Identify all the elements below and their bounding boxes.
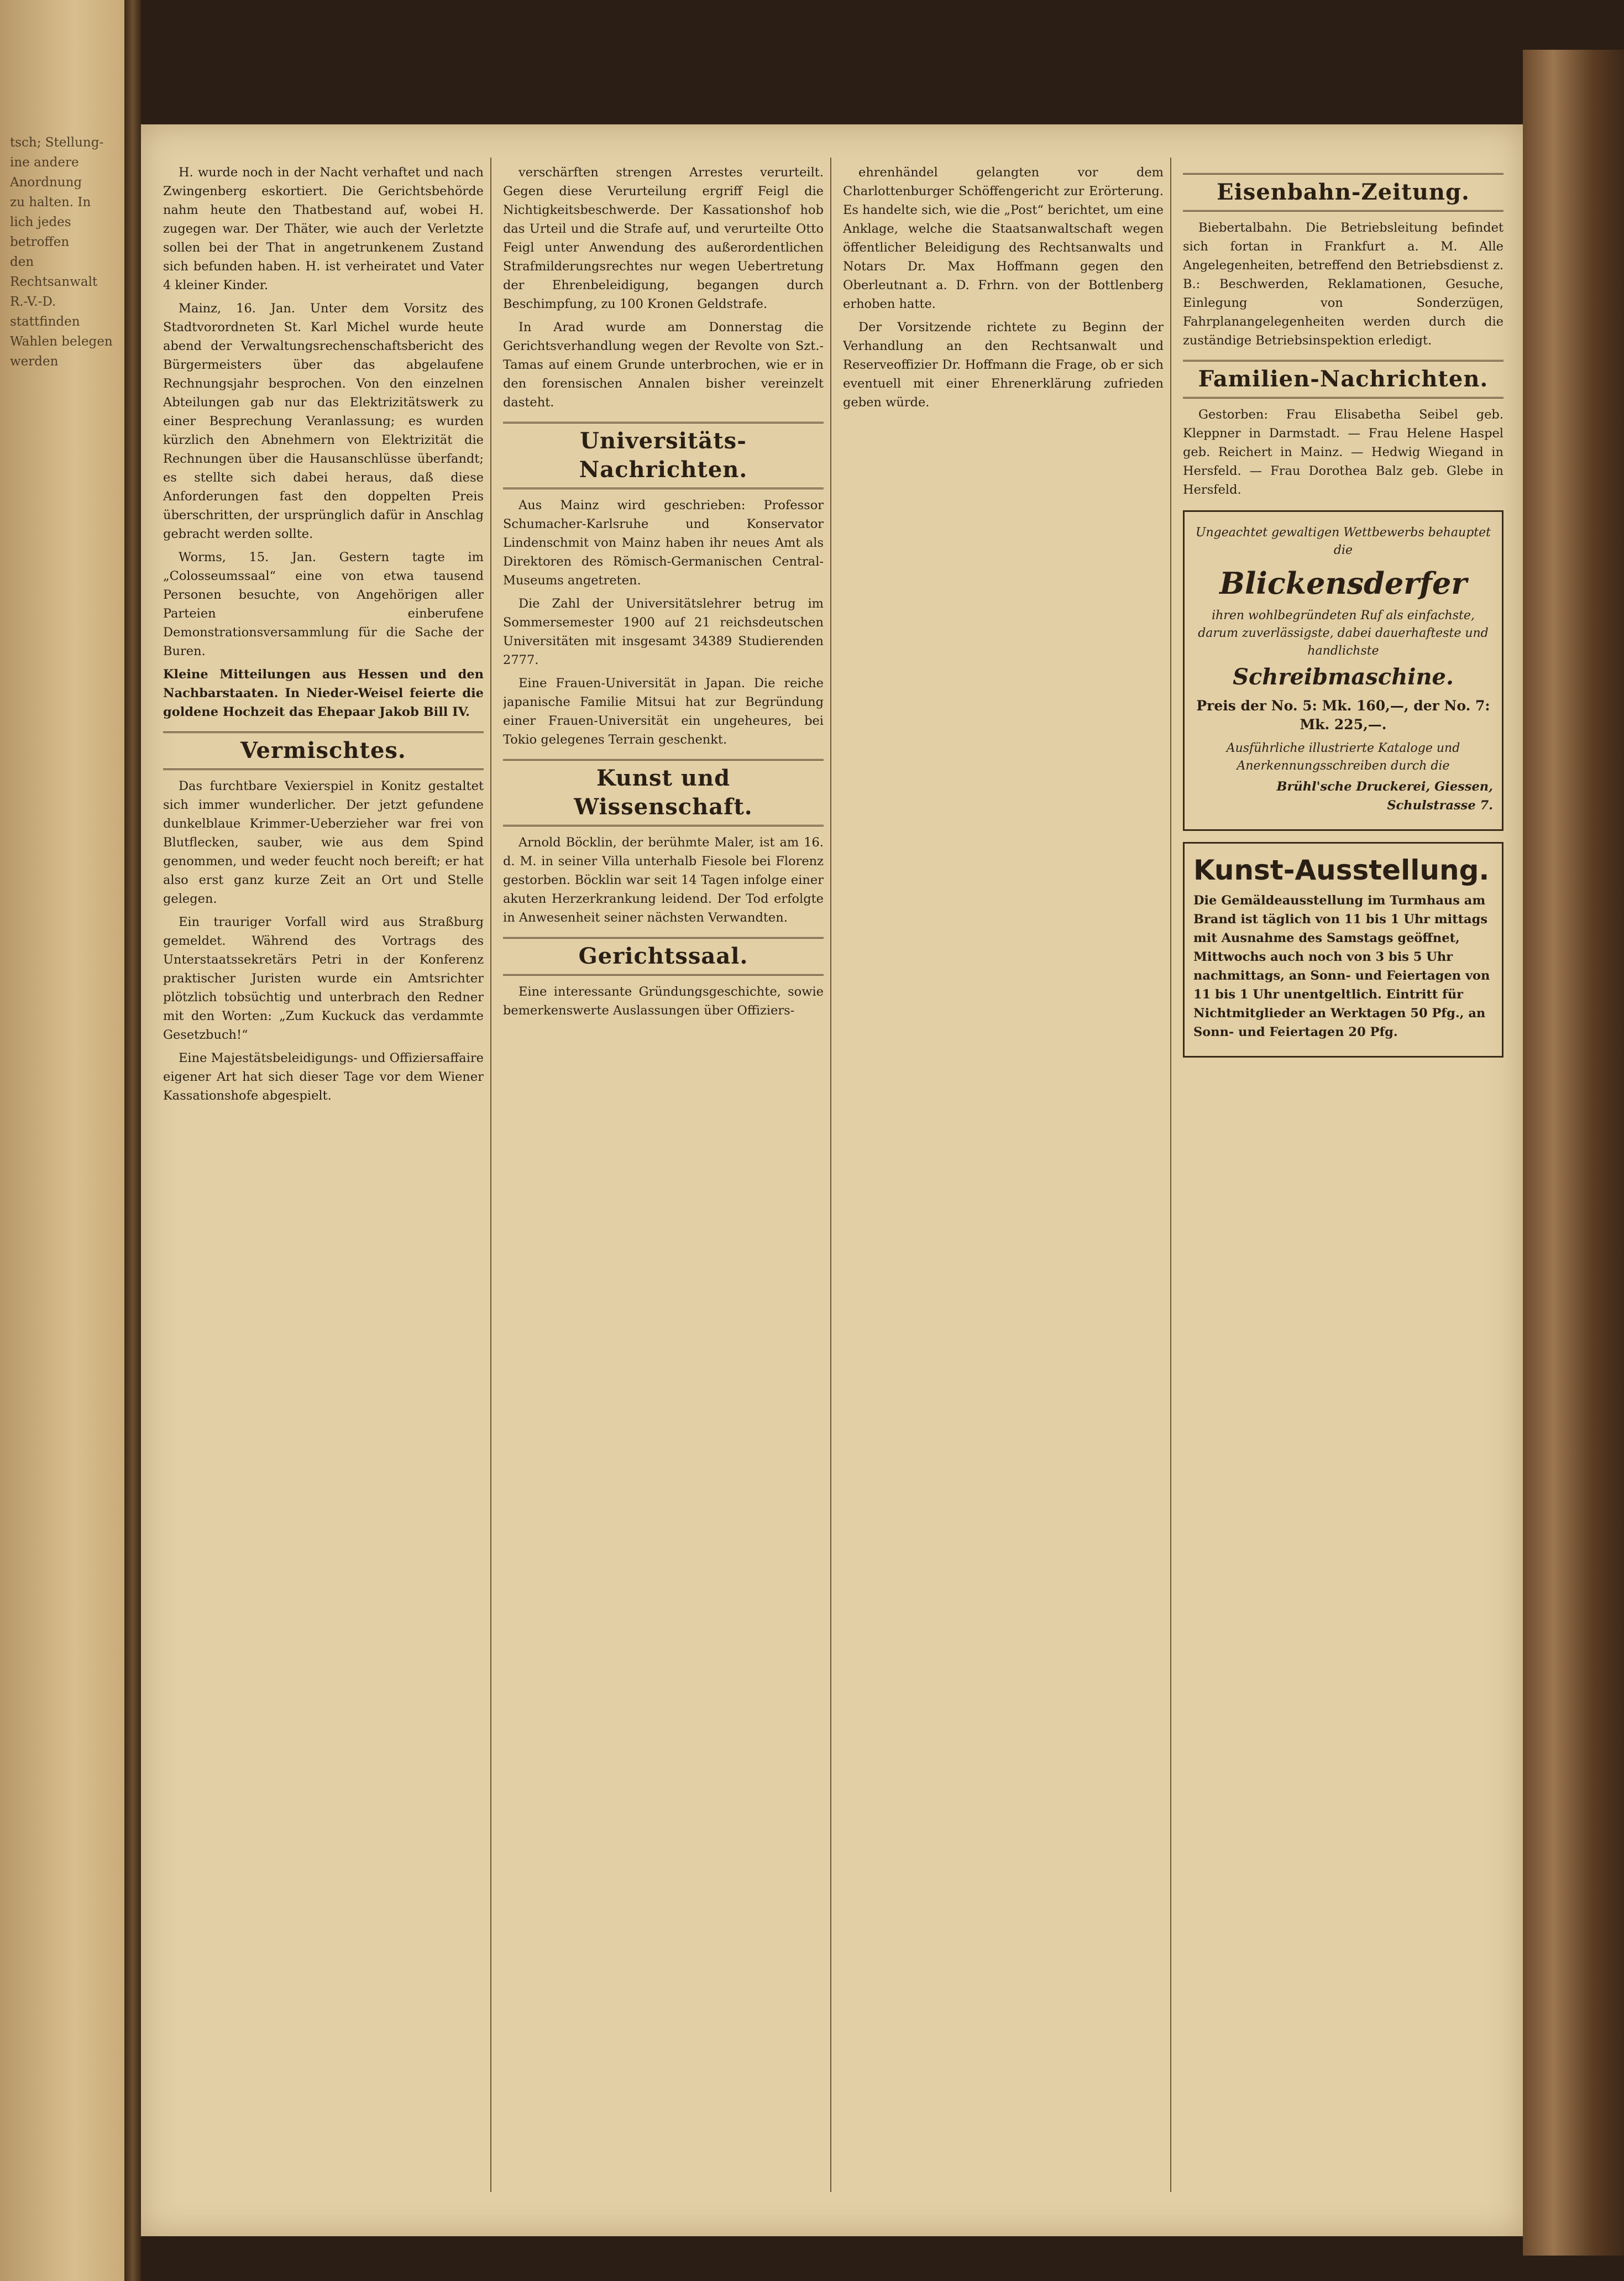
section-heading-eisenbahn: Eisenbahn-Zeitung. [1183,173,1503,212]
article-paragraph: Worms, 15. Jan. Gestern tagte im „Colosseumssaal“ eine von etwa tausend Personen besuchte, von Angehörigen aller Parteien einberufene Demonstrationsversammlung für die Sache der Buren. [163,550,484,658]
book-gutter [124,0,141,2281]
article-paragraph: verschärften strengen Arrestes verurteilt. Gegen diese Verurteilung ergriff Feigl die Nichtigkeitsbeschwerde. Der Kassationshof hob das Urteil und die Strafe auf, und verurteilte Otto Feigl unter Anwendung des außerordentlichen Strafmilderungsrechtes nur wegen Uebertretung der Ehrenbeleidigung, begangen durch Beschimpfung, zu 100 Kronen Geldstrafe. [503,165,824,311]
ad-line: Ungeachtet gewaltigen Wettbewerbs behauptet die [1195,526,1491,557]
ad-price: Preis der No. 5: Mk. 160,—, der No. 7: Mk. 225,—. [1196,698,1490,733]
left-fragment: Wahlen belegen werden [10,334,113,369]
column-rule [830,158,831,2192]
article-paragraph: ehrenhändel gelangten vor dem Charlottenburger Schöffengericht zur Erörterung. Es handelte sich, wie die „Post“ berichtet, um eine Anklage, welche die Staatsanwaltschaft wegen öffentlicher Beleidigung des Rechtsanwalts und Notars Dr. Max Hoffmann gegen den Oberleutnant a. D. Frhrn. von der Bottlenberg erhoben hatte. [843,165,1164,311]
column-rule [490,158,491,2192]
column-2 [503,163,824,2186]
kunst-text: Die Gemäldeausstellung im Turmhaus am Brand ist täglich von 11 bis 1 Uhr mittags mit Ausnahme des Samstags geöffnet, Mittwochs auch noch von 3 bis 5 Uhr nachmittags, an Sonn- und Feiertagen von 11 bis 1 Uhr unentgeltlich. Eintritt für Nichtmitglieder an Werktagen 50 Pfg., an Sonn- und Feiertagen 20 Pfg. [1193,893,1490,1039]
left-fragment: den Rechtsanwalt [10,255,98,289]
article-paragraph: Das furchtbare Vexierspiel in Konitz gestaltet sich immer wunderlicher. Der jetzt gefundene dunkelblaue Krimmer-Ueberzieher war frei von Blutflecken, sauber, wie aus dem Spind genommen, und weder feucht noch bereift; er hat also erst ganz kurze Zeit an Ort und Stelle gelegen. [163,779,484,906]
article-paragraph: Mainz, 16. Jan. Unter dem Vorsitz des Stadtvorordneten St. Karl Michel wurde heute abend der Verwaltungsrechenschaftsbericht des Bürgermeisters über das abgelaufene Rechnungsjahr besprochen. Von den einzelnen Abteilungen gab nur das Elektrizitätswerk zu einer Besprechung Veranlassung; es wurden kürzlich den Abnehmern von Elektrizität die Rechnungen über die Hausanschlüsse überfandt; es stellte sich dabei heraus, daß diese Anforderungen fast den doppelten Preis überschritten, der ursprünglich dafür in Anschlag gebracht werden sollte. [163,301,484,541]
article-paragraph: Arnold Böcklin, der berühmte Maler, ist am 16. d. M. in seiner Villa unterhalb Fiesole bei Florenz gestorben. Böcklin war seit 14 Tagen infolge einer akuten Herzerkrankung leidend. Der Tod erfolgte in Anwesenheit seiner nächsten Verwandten. [503,835,824,925]
ad-product: Schreibmaschine. [1233,664,1454,690]
column-1 [163,163,484,2186]
article-paragraph: Eine interessante Gründungsgeschichte, sowie bemerkenswerte Auslassungen über Offiziers- [503,985,824,1018]
article-paragraph: In Arad wurde am Donnerstag die Gerichtsverhandlung wegen der Revolte von Szt.-Tamas auf einem Grunde unterbrochen, wie er in den forensischen Annalen bisher vereinzelt dasteht. [503,320,824,410]
left-page-fragment [0,0,124,2281]
newspaper-page [141,124,1523,2236]
advertisement-kunst-ausstellung [1183,842,1503,1058]
column-3-text [843,163,1164,416]
article-paragraph: Ein trauriger Vorfall wird aus Straßburg gemeldet. Während des Vortrags des Unterstaatssekretärs Petri in der Konferenz praktischer Juristen wurde ein Amtsrichter plötzlich tobsüchtig und unterbrach den Redner mit den Worten: „Zum Kuckuck das verdammte Gesetzbuch!“ [163,915,484,1042]
kunst-title: Kunst-Ausstellung. [1193,854,1490,886]
article-paragraph: Kleine Mitteilungen aus Hessen und den Nachbarstaaten. In Nieder-Weisel feierte die goldene Hochzeit das Ehepaar Jakob Bill IV. [163,667,484,719]
ad-line: Ausführliche illustrierte Kataloge und Anerkennungsschreiben durch die [1226,741,1460,773]
left-page-column [10,133,121,372]
article-paragraph: Eine Frauen-Universität in Japan. Die reiche japanische Familie Mitsui hat zur Begründung einer Frauen-Universität ein ungeheures, bei Tokio gelegenes Terrain geschenkt. [503,676,824,747]
ad-line: ihren wohlbegründeten Ruf als einfachste, darum zuverlässigste, dabei dauerhafteste und handlichste [1198,609,1489,658]
column-4 [1183,163,1503,2186]
section-heading-kunst: Kunst und Wissenschaft. [503,759,824,826]
section-heading-familien: Familien-Nachrichten. [1183,360,1503,399]
section-heading-universitaets: Universitäts-Nachrichten. [503,422,824,489]
left-fragment: lich jedes betroffen [10,215,71,249]
section-heading-gerichtssaal: Gerichtssaal. [503,937,824,976]
article-paragraph: Aus Mainz wird geschrieben: Professor Schumacher-Karlsruhe und Konservator Lindenschmit von Mainz haben ihr neues Amt als Direktoren des Römisch-Germanischen Central-Museums angetreten. [503,498,824,588]
article-paragraph: Die Zahl der Universitätslehrer betrug im Sommersemester 1900 auf 21 reichsdeutschen Universitäten mit insgesamt 34389 Studierenden 2777. [503,597,824,667]
ad-signature: Brühl'sche Druckerei, Giessen, Schulstrasse 7. [1276,779,1493,813]
book-spine [1523,50,1624,2256]
article-paragraph: Biebertalbahn. Die Betriebsleitung befindet sich fortan in Frankfurt a. M. Alle Angelegenheiten, betreffend den Betriebsdienst z. B.: Beschwerden, Reklamationen, Gesuche, Einlegung von Sonderzügen, Fahrplanangelegenheiten werden durch die zuständige Betriebsinspektion erledigt. [1183,221,1503,348]
advertisement-blickensderfer [1183,510,1503,831]
left-fragment: tsch; Stellung- [10,135,104,150]
left-fragment: ine andere Anordnung [10,155,82,190]
article-paragraph: Eine Majestätsbeleidigungs- und Offiziersaffaire eigener Art hat sich dieser Tage vor dem Wiener Kassationshofe abgespielt. [163,1051,484,1103]
section-heading-vermischtes: Vermischtes. [163,731,484,770]
ad-brand: Blickensderfer [1219,566,1467,601]
article-paragraph: Gestorben: Frau Elisabetha Seibel geb. Kleppner in Darmstadt. — Frau Helene Haspel geb. Reichert in Mainz. — Hedwig Wiegand in Hersfeld. — Frau Dorothea Balz geb. Glebe in Hersfeld. [1183,407,1503,497]
left-fragment: zu halten. In [10,195,91,210]
left-fragment: R.-V.-D. stattfinden [10,295,80,329]
article-paragraph: Der Vorsitzende richtete zu Beginn der Verhandlung an den Rechtsanwalt und Reserveoffizier Dr. Hoffmann die Frage, ob er sich eventuell mit einer Ehrenerklärung zufrieden geben würde. [843,320,1164,410]
article-paragraph: H. wurde noch in der Nacht verhaftet und nach Zwingenberg eskortiert. Die Gerichtsbehörde nahm heute den Thatbestand auf, wobei H. zugegen war. Der Thäter, wie auch der Verletzte sollen bei der That in angetrunkenem Zustand sich befunden haben. H. ist verheiratet und Vater 4 kleiner Kinder. [163,165,484,292]
